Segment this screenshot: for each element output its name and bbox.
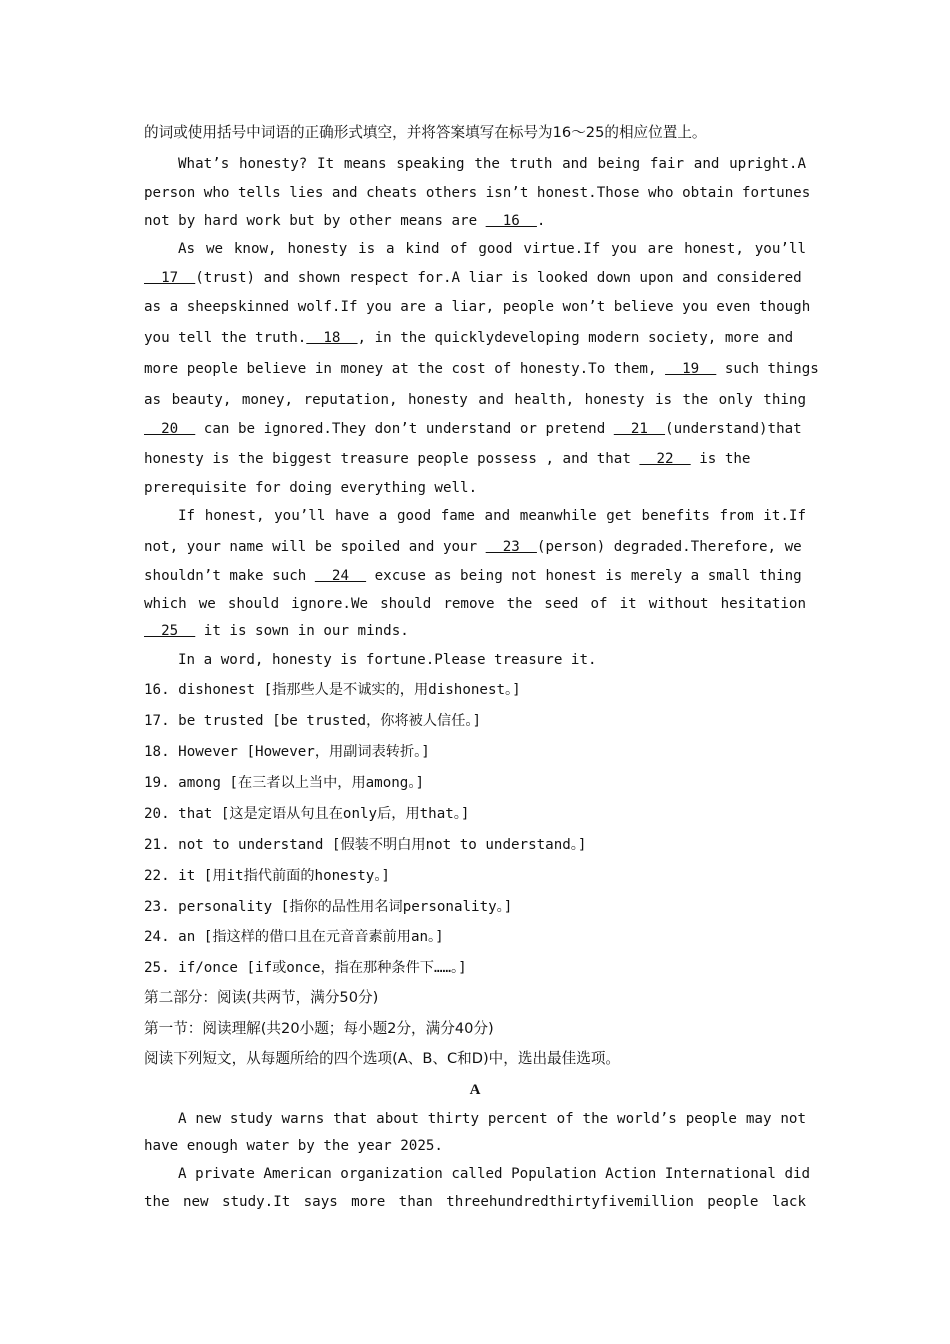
passage-label: A (469, 1082, 481, 1098)
blank-18: 18 (306, 330, 358, 346)
blank-25: 25 (144, 623, 196, 639)
blank-16: 16 (485, 213, 537, 229)
answer-item: 21. not to understand [假装不明白用not to understand。] (144, 837, 587, 853)
passage-line: shouldn’t make such 24 excuse as being not honest is merely a small thing (144, 568, 802, 584)
passage-a-line: have enough water by the year 2025. (144, 1138, 443, 1154)
answer-item: 23. personality [指你的品性用名词personality。] (144, 899, 513, 915)
answer-item: 16. dishonest [指那些人是不诚实的，用dishonest。] (144, 682, 521, 698)
intro-line: 的词或使用括号中词语的正确形式填空，并将答案填写在标号为16～25的相应位置上。 (144, 124, 707, 141)
blank-21: 21 (613, 421, 666, 437)
answer-item: 22. it [用it指代前面的honesty。] (144, 868, 390, 884)
blank-23: 23 (485, 539, 537, 555)
passage-line: you tell the truth. 18 , in the quicklydeveloping modern society, more and (144, 330, 794, 346)
answer-item: 24. an [指这样的借口且在元音音素前用an。] (144, 929, 444, 945)
passage-line: which we should ignore.We should remove the seed of it without hesitation (144, 596, 806, 612)
answer-item: 25. if/once [if或once，指在那种条件下……。] (144, 960, 467, 976)
passage-line: In a word, honesty is fortune.Please treasure it. (178, 652, 597, 668)
passage-a-line: the new study.It says more than threehundredthirtyfivemillion people lack (144, 1194, 806, 1210)
passage-line: 20 can be ignored.They don’t understand or pretend 21 (understand)that (144, 421, 802, 437)
passage-line: prerequisite for doing everything well. (144, 480, 478, 496)
passage-line: If honest, you’ll have a good fame and meanwhile get benefits from it.If (178, 508, 806, 524)
blank-24: 24 (314, 568, 367, 584)
part2-heading: 第二部分：阅读(共两节，满分50分) (144, 989, 379, 1006)
blank-19: 19 (665, 361, 717, 377)
passage-line: more people believe in money at the cost of honesty.To them, 19 such things (144, 361, 819, 377)
answer-item: 18. However [However，用副词表转折。] (144, 744, 430, 760)
passage-line: person who tells lies and cheats others isn’t honest.Those who obtain fortunes (144, 185, 811, 201)
answer-item: 17. be trusted [be trusted，你将被人信任。] (144, 713, 482, 729)
passage-line: What’s honesty? It means speaking the truth and being fair and upright.A (178, 156, 806, 172)
passage-line: not by hard work but by other means are 16 . (144, 213, 546, 229)
answer-item: 19. among [在三者以上当中，用among。] (144, 775, 424, 791)
reading-instruction: 阅读下列短文，从每题所给的四个选项(A、B、C和D)中，选出最佳选项。 (144, 1050, 621, 1067)
passage-line: not, your name will be spoiled and your 23 (person) degraded.Therefore, we (144, 539, 802, 555)
answer-item: 20. that [这是定语从句且在only后，用that。] (144, 806, 470, 822)
section1-heading: 第一节：阅读理解(共20小题；每小题2分，满分40分) (144, 1020, 494, 1037)
blank-20: 20 (144, 421, 196, 437)
blank-17: 17 (144, 270, 196, 286)
passage-a-line: A new study warns that about thirty percent of the world’s people may not (178, 1111, 806, 1127)
passage-line: as beauty, money, reputation, honesty and health, honesty is the only thing (144, 392, 806, 408)
passage-line: As we know, honesty is a kind of good virtue.If you are honest, you’ll (178, 241, 806, 257)
blank-22: 22 (639, 451, 691, 467)
passage-line: 25 it is sown in our minds. (144, 623, 409, 639)
passage-line: honesty is the biggest treasure people possess , and that 22 is the (144, 451, 751, 467)
passage-line: as a sheepskinned wolf.If you are a liar, people won’t believe you even though (144, 299, 811, 315)
passage-line: 17 (trust) and shown respect for.A liar is looked down upon and considered (144, 270, 802, 286)
passage-a-line: A private American organization called Population Action International did (178, 1166, 811, 1182)
